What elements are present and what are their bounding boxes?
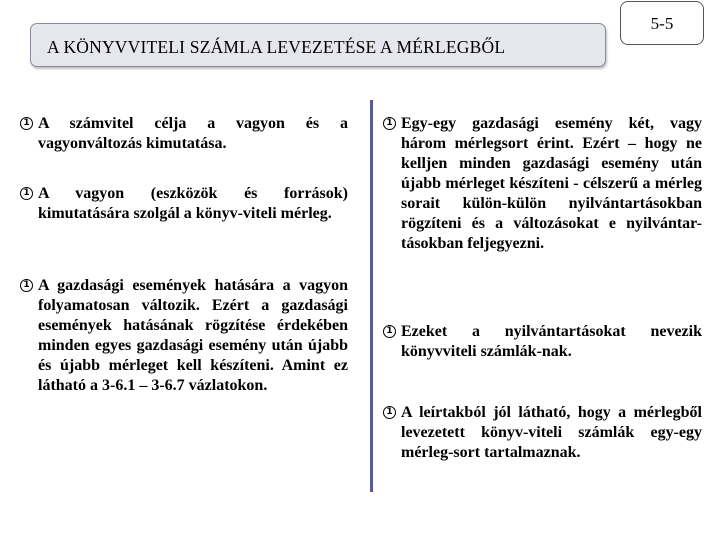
list-item-text: A számvitel célja a vagyon és a vagyonváltozás kimutatása. <box>38 115 348 152</box>
list-item <box>383 403 702 463</box>
title-box <box>30 23 606 67</box>
numbered-bullet-icon: 1 <box>383 406 396 419</box>
numbered-bullet-icon: 1 <box>383 325 396 338</box>
list-item <box>20 114 348 154</box>
column-divider <box>370 100 373 492</box>
numbered-bullet-icon: 1 <box>20 117 33 130</box>
list-item <box>20 276 348 396</box>
list-item-text: A vagyon (eszközök és források) kimutatására szolgál a könyv-viteli mérleg. <box>38 185 348 222</box>
list-item-text: A gazdasági események hatására a vagyon folyamatosan változik. Ezért a gazdasági események hatásának rögzítése érdekében minden egyes gazdasági esemény után újabb és újabb mérleget kell készíteni. Amint ez látható a 3-6.1 – 3-6.7 vázlatokon. <box>38 277 348 394</box>
list-item <box>383 114 702 254</box>
list-item <box>20 184 348 224</box>
slide-number: 5-5 <box>620 1 704 45</box>
list-item-text: Egy-egy gazdasági esemény két, vagy három mérlegsort érint. Ezért – hogy ne kelljen minden gazdasági esemény után újabb mérleget készíteni - célszerű a mérleg sorait külön-külön nyilvántartásokban rögzíteni és a változásokat e nyilvántar-tásokban feljegyezni. <box>401 115 702 252</box>
numbered-bullet-icon: 1 <box>383 117 396 130</box>
page-title: A KÖNYVVITELI SZÁMLA LEVEZETÉSE A MÉRLEGBŐL <box>47 37 506 57</box>
list-item-text: Ezeket a nyilvántartásokat nevezik könyvviteli számlák-nak. <box>401 323 702 360</box>
numbered-bullet-icon: 1 <box>20 279 33 292</box>
list-item-text: A leírtakból jól látható, hogy a mérlegből levezetett könyv-viteli számlák egy-egy mérleg-sort tartalmaznak. <box>401 404 702 461</box>
numbered-bullet-icon: 1 <box>20 187 33 200</box>
list-item <box>383 322 702 362</box>
